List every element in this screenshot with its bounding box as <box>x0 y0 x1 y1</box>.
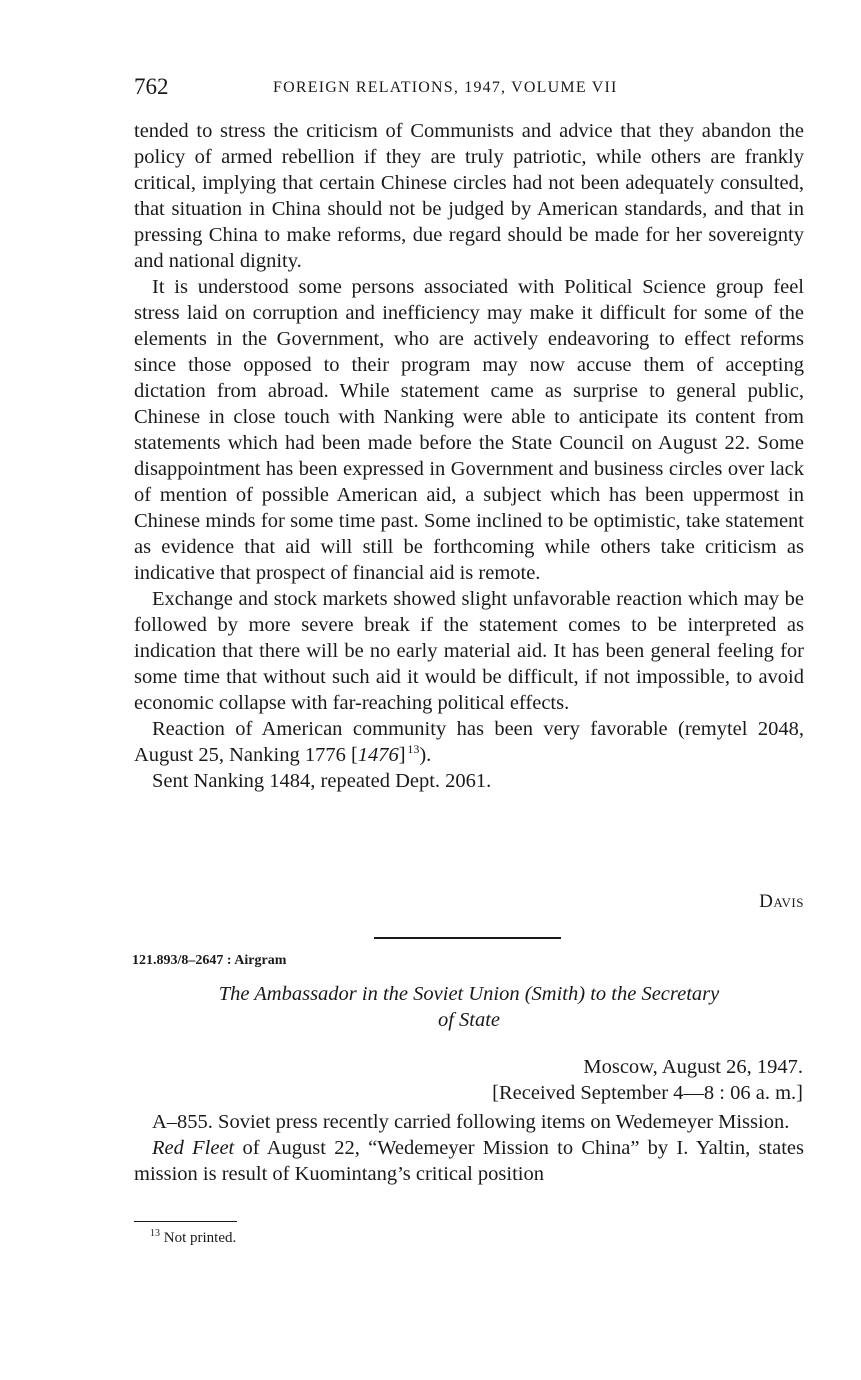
airgram-body <box>134 1109 804 1187</box>
footnote-ref: 13 <box>407 742 420 757</box>
p4-italic-number: 1476 <box>357 744 399 766</box>
footnote-number: 13 <box>150 1228 160 1239</box>
heading-line-2: of State <box>437 1009 501 1031</box>
document-heading <box>134 981 804 1033</box>
section-divider <box>374 937 561 939</box>
paragraph-sent: Sent Nanking 1484, repeated Dept. 2061. <box>152 770 492 792</box>
airgram-paragraph-1: A–855. Soviet press recently carried following items on Wedemeyer Mission. <box>152 1111 790 1133</box>
dateline-block <box>492 1054 803 1106</box>
footnote-text: Not printed. <box>163 1230 237 1246</box>
p4-text: Reaction of American community has been very favorable (remytel 2048, August 25, Nanking 1776 [ <box>134 718 804 766</box>
airgram-paragraph-2 <box>134 1135 804 1187</box>
document-reference: 121.893/8–2647 : Airgram <box>132 953 287 968</box>
dateline: Moscow, August 26, 1947. <box>583 1056 803 1078</box>
received-line: [Received September 4—8 : 06 a. m.] <box>492 1082 803 1104</box>
heading-line-1: The Ambassador in the Soviet Union (Smith) to the Secretary <box>218 983 720 1005</box>
p4-bracket-close: ] <box>398 744 406 766</box>
page-number: 762 <box>134 74 169 99</box>
footnote <box>150 1230 236 1247</box>
paragraph-american-community <box>134 716 804 768</box>
paragraph-markets: Exchange and stock markets showed slight unfavorable reaction which may be followed by more severe break if the statement comes to be interpreted as indication that there will be no early material aid. It has been general feeling for some time that without such aid it would be difficult, if not impossible, to avoid economic collapse with far-reaching political effects. <box>134 588 804 714</box>
publication-name: Red Fleet <box>152 1137 235 1159</box>
p4-closing: ). <box>419 744 432 766</box>
running-head-title: FOREIGN RELATIONS, 1947, VOLUME VII <box>273 79 618 96</box>
airgram-paragraph-2-text: of August 22, “Wedemeyer Mission to China” by I. Yaltin, states mission is result of Kuomintang’s critical position <box>134 1137 804 1185</box>
footnote-rule <box>134 1221 237 1222</box>
telegram-body <box>134 118 804 794</box>
paragraph-continued: tended to stress the criticism of Communists and advice that they abandon the policy of armed rebellion if they are truly patriotic, while others are frankly critical, implying that certain Chinese circles had not been adequately consulted, that situation in China should not be judged by American standards, and that in pressing China to make reforms, due regard should be made for her sovereignty and national dignity. <box>134 120 804 272</box>
paragraph-political-science: It is understood some persons associated with Political Science group feel stress laid on corruption and inefficiency may make it difficult for some of the elements in the Government, who are actively endeavoring to effect reforms since those opposed to their program may now accuse them of accepting dictation from abroad. While statement came as surprise to general public, Chinese in close touch with Nanking were able to anticipate its content from statements which had been made before the State Council on August 22. Some disappointment has been expressed in Government and business circles over lack of mention of possible American aid, a subject which has been uppermost in Chinese minds for some time past. Some inclined to be optimistic, take statement as evidence that aid will still be forthcoming while others take criticism as indicative that prospect of financial aid is remote. <box>134 276 804 584</box>
running-head <box>134 74 804 104</box>
signature: Davis <box>759 891 804 912</box>
